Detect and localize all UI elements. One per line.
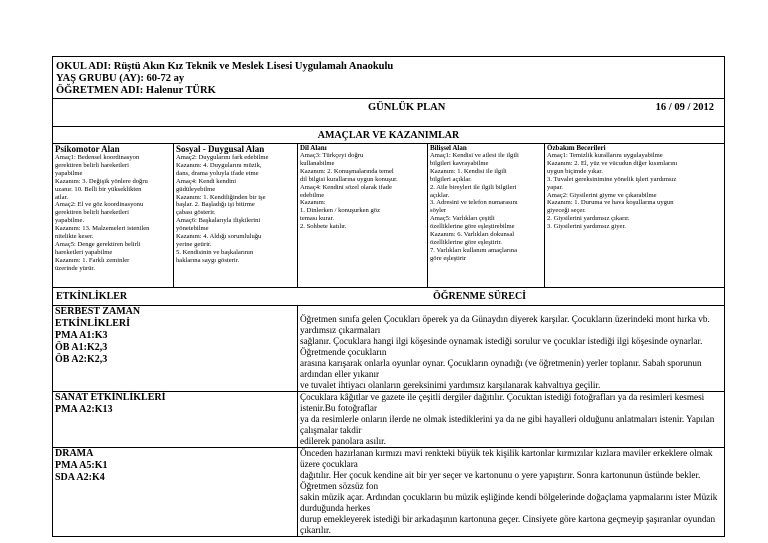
activity-text — [298, 448, 725, 537]
activity-row-free-time — [53, 306, 725, 392]
activity-text-line: sağlanır. Çocuklara hangi ilgi köşesinde oynamak istediği sorulur ve çocuklar istediği ilgi köşesinde oynarlar. Öğretmende çocukların — [300, 336, 703, 357]
goal-column-language — [298, 144, 428, 288]
activities-title: ETKİNLİKLER — [56, 291, 128, 302]
goal-line: uzanır. 10. Belli bir yükseklikten — [55, 185, 142, 193]
activity-text-line: ya da resimlerle onların ilerde ne olmak istediklerini ya da ne gibi hayalleri olduğunu anlatmaları istenir. Yapılan çalışmalar takdir — [300, 414, 715, 435]
goal-line: yapar. — [547, 183, 563, 191]
daily-plan-document — [52, 56, 724, 537]
goal-column-psychomotor — [53, 144, 174, 288]
goal-line: Kazanım: 13. Malzemeleri istenilen — [55, 225, 150, 233]
goal-line: Kazanım: — [300, 199, 326, 207]
activity-text — [298, 306, 725, 392]
goal-line: hareketleri yapabilme — [55, 248, 113, 256]
goal-line: Amaç5: Varlıkları çeşitli — [430, 215, 495, 223]
goal-line: yönetebilme — [176, 225, 209, 233]
goal-line: Amaç1: Bedensel koordinasyon — [55, 154, 140, 161]
goal-line: çabası gösterir. — [176, 209, 216, 217]
activity-text-line: edilerek panolara asılır. — [300, 436, 386, 446]
goal-column-title: Sosyal - Duygusal Alan — [176, 144, 265, 154]
activity-text-line: Çocuklara kâğıtlar ve gazete ile çeşitli dergiler dağıtılır. Çocuktan istediği fotoğrafları ya da resimleri kesmesi istenir.Bu fotoğraflar — [300, 392, 705, 413]
plan-date: 16 / 09 / 2012 — [655, 102, 715, 113]
activity-text-line: durup emekleyerek istediği bir arkadaşının kartonuna geçer. Cinsiyete göre kartona geçmeyip şaşıranlar oyundan çıkarılır. — [300, 514, 716, 535]
goal-column-title: Psikomotor Alan — [55, 144, 120, 154]
goal-column-title: Dil Alanı — [300, 144, 327, 152]
activity-label: PMA A2:K13 — [55, 404, 113, 415]
goal-line: 2. Giysilerini yardımsız çıkarır. — [547, 215, 630, 223]
goal-line: Amaç2: El ve göz koordinasyonu — [55, 201, 144, 209]
goals-title-row — [53, 127, 725, 144]
goal-line: bilgileri açıklar. — [430, 175, 472, 183]
goal-line: Amaç4: Kendi kendini — [176, 177, 237, 185]
goal-column-selfcare — [545, 144, 725, 288]
goal-line: giyeceği seçer. — [547, 207, 586, 215]
goal-line: özelliklerine göre eşleştirir. — [430, 238, 502, 246]
activity-row-art — [53, 392, 725, 448]
goal-line: gerektiren belirli hareketleri — [55, 161, 129, 169]
goal-column-cognitive — [428, 144, 545, 288]
goal-line: 1. Dinlerken / konuşurken göz — [300, 207, 381, 215]
goal-line: özelliklerine göre eşleştirebilme — [430, 223, 515, 231]
goal-line: yapabilme — [55, 169, 83, 177]
activity-text-line: dağıtılır. Her çocuk kendine ait bir yer seçer ve kartonunu o yere yapıştırır. Sonra kartonunun üstünde bekler. Öğretmen sözsüz fon — [300, 470, 701, 491]
plan-title-row — [53, 99, 725, 127]
learning-process-title: ÖĞRENME SÜRECİ — [433, 291, 527, 302]
goal-line: Kazanım: 1. Duruma ve hava koşullarına uygun — [547, 199, 674, 207]
goal-column-text — [55, 154, 171, 273]
goal-column-text — [547, 152, 722, 231]
goal-line: Kazanım: 4. Aldığı sorumluluğu — [176, 233, 262, 241]
goal-line: 2. Aile bireyleri ile ilgili bilgileri — [430, 183, 517, 191]
activity-labels — [53, 448, 298, 537]
goal-line: Amaç4: Kendini sözel olarak ifade — [300, 183, 392, 191]
goal-line: 5. Kendisinin ve başkalarının — [176, 248, 254, 256]
goal-line: Amaç1: Temizlik kurallarını uygulayabilme — [547, 152, 663, 159]
goal-line: Kazanım: 1. Kendisi ile ilgili — [430, 167, 507, 175]
goal-line: Kazanım: 2. Konuşmalarında temel — [300, 167, 394, 175]
goal-line: Kazanım: 3. Değişik yönlere doğru — [55, 177, 148, 185]
goal-line: kullanabilme — [300, 159, 335, 167]
goal-line: atlar. — [55, 193, 68, 201]
goal-line: Kazanım: 6. Varlıkları dokunsal — [430, 231, 515, 239]
goal-column-text — [430, 152, 542, 263]
activity-labels — [53, 392, 298, 448]
goal-line: haklarına saygı gösterir. — [176, 256, 240, 264]
activity-label: PMA A1:K3 — [55, 330, 108, 341]
goal-line: Amaç3: Türkçeyi doğru — [300, 152, 364, 159]
goal-line: 7. Varlıkları kullanım amaçlarına — [430, 246, 518, 254]
activity-label: SDA A2:K4 — [55, 472, 105, 483]
age-group: YAŞ GRUBU (AY): 60-72 ay — [56, 73, 185, 84]
activity-text-line: Öğretmen sınıfa gelen Çocukları öperek ya da Günaydın diyerek karşılar. Çocukların üzerindeki mont hırka vb. yardımsız çıkarmaları — [300, 314, 710, 335]
goal-line: dans, drama yoluyla ifade etme — [176, 169, 259, 177]
goal-line: teması kurar. — [300, 215, 335, 223]
goal-line: üzerinde yürür. — [55, 264, 95, 272]
plan-table — [52, 56, 725, 537]
goal-line: Kazanım: 1. Kendiliğinden bir işe — [176, 193, 266, 201]
goals-title: AMAÇLAR VE KAZANIMLAR — [53, 127, 725, 144]
goal-column-title: Özbakım Becerileri — [547, 144, 606, 152]
school-header-row — [53, 57, 725, 99]
goal-line: söyler — [430, 207, 447, 215]
activity-text-line: arasına karışarak onlarla oyunlar oynar. Çocukların oynadığı (ve öğretmenin) yerler toplanır. Sabah sporunun ardından eller yıkanır — [300, 358, 702, 379]
goal-line: Kazanım: 4. Duygularını müzik, — [176, 161, 262, 169]
activity-text-line: ve tuvalet ihtiyacı olanların gereksinimi yardımsız karşılanarak kahvaltıya geçilir. — [300, 380, 601, 390]
goal-line: göre eşleştirir — [430, 254, 467, 262]
goal-line: Amaç1: Kendisi ve ailesi ile ilgili — [430, 152, 519, 159]
activities-header-row — [53, 288, 725, 306]
goal-line: 2. Sohbete katılır. — [300, 223, 347, 231]
teacher-name: ÖĞRETMEN ADI: Halenur TÜRK — [56, 85, 216, 96]
goal-line: dil bilgisi kurallarına uygun konuşur. — [300, 175, 398, 183]
activity-text-line: sakin müzik açar. Ardından çocukların bu müzik eşliğinde kendi bölgelerinde doğaçlama yapmalarını ister Müzik durduğunda herkes — [300, 492, 718, 513]
goal-line: 3. Giysilerini yardımsız giyer. — [547, 223, 626, 231]
goal-line: Amaç2: Giysilerini giyme ve çıkarabilme — [547, 191, 657, 199]
goal-line: Amaç2: Duygularını fark edebilme — [176, 154, 269, 161]
goal-line: 3. Tuvalet gereksinimine yönelik işleri yardımsız — [547, 175, 677, 183]
activity-labels — [53, 306, 298, 392]
plan-title-cell — [53, 99, 725, 127]
goal-line: nitelikte keser. — [55, 233, 94, 241]
goals-columns-row — [53, 144, 725, 288]
goal-line: güdüleyebilme — [176, 185, 216, 193]
goal-line: uygun biçimde yıkar. — [547, 167, 603, 175]
goal-line: bilgileri kavrayabilme — [430, 159, 489, 167]
goal-line: başlar. 2. Başladığı işi bitirme — [176, 201, 255, 209]
goal-line: Amaç6: Başkalarıyla ilişkilerini — [176, 217, 261, 225]
goal-column-social — [174, 144, 298, 288]
activity-label: DRAMA — [55, 448, 94, 459]
goal-line: Amaç5: Denge gerektiren belirli — [55, 240, 141, 248]
activities-header-cell — [53, 288, 725, 306]
school-name: OKUL ADI: Rüştü Akın Kız Teknik ve Meslek Lisesi Uygulamalı Anaokulu — [56, 61, 394, 72]
activity-label: ÖB A1:K2,3 — [55, 342, 108, 353]
goal-column-text — [176, 154, 295, 265]
goal-line: gerektiren belirli hareketleri — [55, 209, 129, 217]
goal-line: edebilme — [300, 191, 325, 199]
goal-column-title: Bilişsel Alan — [430, 144, 467, 152]
activity-label: PMA A5:K1 — [55, 460, 108, 471]
activity-text-line: Önceden hazırlanan kırmızı mavi renkteki büyük tek kişilik kartonlar kırmızılar kızlara maviler erkeklere olmak üzere çocuklara — [300, 448, 713, 469]
activity-label: ÖB A2:K2,3 — [55, 354, 108, 365]
goal-line: Kazanım: 2. El, yüz ve vücudun diğer kısımlarını — [547, 159, 678, 167]
school-header-cell — [53, 57, 725, 99]
plan-title: GÜNLÜK PLAN — [368, 102, 446, 113]
goal-line: açıklar. — [430, 191, 450, 199]
goal-line: 3. Adresini ve telefon numarasını — [430, 199, 518, 207]
activity-label: SANAT ETKİNLİKLERİ — [55, 392, 166, 403]
activity-label: SERBEST ZAMAN — [55, 306, 141, 317]
activity-text — [298, 392, 725, 448]
goal-line: yerine getirir. — [176, 240, 212, 248]
activity-row-drama — [53, 448, 725, 537]
goal-line: yapabilme. — [55, 217, 85, 225]
goal-line: Kazanım: 1. Farklı zeminler — [55, 256, 130, 264]
goal-column-text — [300, 152, 425, 231]
activity-label: ETKİNLİKLERİ — [55, 318, 131, 329]
